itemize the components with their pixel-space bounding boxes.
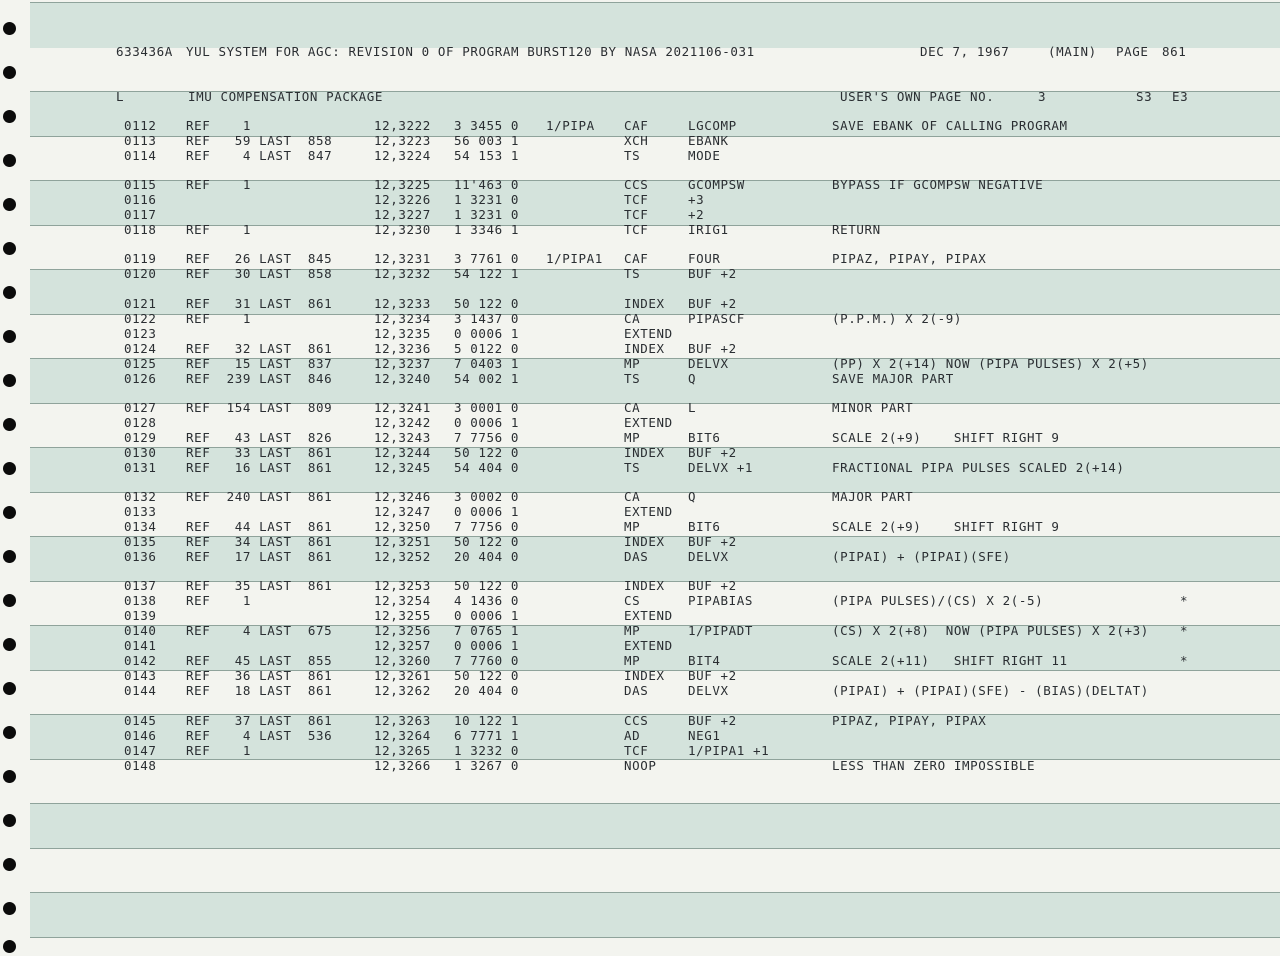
opcode: CS xyxy=(624,593,641,608)
ref-field: REF 240 LAST 861 xyxy=(186,489,333,504)
operand: BUF +2 xyxy=(688,296,737,311)
comment: FRACTIONAL PIPA PULSES SCALED 2(+14) xyxy=(832,460,1125,475)
line-number: 0119 xyxy=(124,251,157,266)
address: 12,3265 xyxy=(374,743,431,758)
ref-field: REF 15 LAST 837 xyxy=(186,356,333,371)
revision-mark: * xyxy=(1180,593,1189,608)
opcode: EXTEND xyxy=(624,608,673,623)
opcode: AD xyxy=(624,728,641,743)
operand: LGCOMP xyxy=(688,118,737,133)
address: 12,3245 xyxy=(374,460,431,475)
line-number: 0132 xyxy=(124,489,157,504)
ref-field: REF 45 LAST 855 xyxy=(186,653,333,668)
octal-word: 0 0006 1 xyxy=(454,608,520,623)
address: 12,3257 xyxy=(374,638,431,653)
operand: DELVX +1 xyxy=(688,460,754,475)
listing-row xyxy=(0,519,1280,534)
listing-row xyxy=(0,638,1280,653)
comment: SAVE MAJOR PART xyxy=(832,371,954,386)
listing-row xyxy=(0,266,1280,281)
paper-band xyxy=(30,803,1280,849)
paper-band xyxy=(30,892,1280,938)
operand: L xyxy=(688,400,697,415)
address: 12,3225 xyxy=(374,177,431,192)
listing-row xyxy=(0,578,1280,593)
octal-word: 10 122 1 xyxy=(454,713,520,728)
octal-word: 50 122 0 xyxy=(454,668,520,683)
octal-word: 50 122 0 xyxy=(454,534,520,549)
octal-word: 1 3231 0 xyxy=(454,207,520,222)
address: 12,3256 xyxy=(374,623,431,638)
section-marker: S3 xyxy=(1136,89,1153,104)
address: 12,3243 xyxy=(374,430,431,445)
listing-row xyxy=(0,504,1280,519)
ref-field: REF 154 LAST 809 xyxy=(186,400,333,415)
operand: GCOMPSW xyxy=(688,177,745,192)
address: 12,3266 xyxy=(374,758,431,773)
comment: (P.P.M.) X 2(-9) xyxy=(832,311,963,326)
opcode: TCF xyxy=(624,743,649,758)
line-number: 0126 xyxy=(124,371,157,386)
address: 12,3226 xyxy=(374,192,431,207)
line-number: 0118 xyxy=(124,222,157,237)
listing-row xyxy=(0,653,1280,668)
octal-word: 1 3267 0 xyxy=(454,758,520,773)
opcode: MP xyxy=(624,519,641,534)
opcode: INDEX xyxy=(624,296,665,311)
octal-word: 6 7771 1 xyxy=(454,728,520,743)
opcode: TS xyxy=(624,266,641,281)
comment: MINOR PART xyxy=(832,400,914,415)
line-number: 0131 xyxy=(124,460,157,475)
comment: (PIPA PULSES)/(CS) X 2(-5) xyxy=(832,593,1044,608)
ref-field: REF 4 LAST 675 xyxy=(186,623,333,638)
listing-row xyxy=(0,623,1280,638)
address: 12,3253 xyxy=(374,578,431,593)
operand: IRIG1 xyxy=(688,222,729,237)
octal-word: 1 3232 0 xyxy=(454,743,520,758)
comment: SCALE 2(+9) SHIFT RIGHT 9 xyxy=(832,430,1060,445)
operand: DELVX xyxy=(688,683,729,698)
ref-field: REF 37 LAST 861 xyxy=(186,713,333,728)
comment: PIPAZ, PIPAY, PIPAX xyxy=(832,713,987,728)
operand: BUF +2 xyxy=(688,341,737,356)
comment: BYPASS IF GCOMPSW NEGATIVE xyxy=(832,177,1044,192)
ref-field: REF 4 LAST 536 xyxy=(186,728,333,743)
statement-label: 1/PIPA xyxy=(546,118,595,133)
address: 12,3237 xyxy=(374,356,431,371)
listing-title: YUL SYSTEM FOR AGC: REVISION 0 OF PROGRAM BURST120 BY NASA 2021106-031 xyxy=(186,44,755,59)
operand: PIPABIAS xyxy=(688,593,754,608)
line-number: 0142 xyxy=(124,653,157,668)
opcode: INDEX xyxy=(624,341,665,356)
paper-band xyxy=(30,2,1280,48)
opcode: TCF xyxy=(624,222,649,237)
opcode: MP xyxy=(624,356,641,371)
line-number: 0112 xyxy=(124,118,157,133)
octal-word: 0 0006 1 xyxy=(454,504,520,519)
listing-row xyxy=(0,683,1280,698)
address: 12,3242 xyxy=(374,415,431,430)
address: 12,3234 xyxy=(374,311,431,326)
listing-row xyxy=(0,445,1280,460)
line-number: 0138 xyxy=(124,593,157,608)
revision-mark: * xyxy=(1180,623,1189,638)
line-number: 0139 xyxy=(124,608,157,623)
operand: Q xyxy=(688,371,697,386)
line-number: 0128 xyxy=(124,415,157,430)
line-number: 0146 xyxy=(124,728,157,743)
ref-field: REF 239 LAST 846 xyxy=(186,371,333,386)
line-number: 0116 xyxy=(124,192,157,207)
opcode: MP xyxy=(624,430,641,445)
address: 12,3231 xyxy=(374,251,431,266)
line-number: 0145 xyxy=(124,713,157,728)
octal-word: 20 404 0 xyxy=(454,683,520,698)
octal-word: 20 404 0 xyxy=(454,549,520,564)
address: 12,3224 xyxy=(374,148,431,163)
ref-field: REF 16 LAST 861 xyxy=(186,460,333,475)
opcode: EXTEND xyxy=(624,415,673,430)
octal-word: 7 0403 1 xyxy=(454,356,520,371)
listing-row xyxy=(0,460,1280,475)
tractor-feed-hole xyxy=(3,902,16,915)
ref-field: REF 32 LAST 861 xyxy=(186,341,333,356)
octal-word: 3 7761 0 xyxy=(454,251,520,266)
opcode: CA xyxy=(624,400,641,415)
opcode: TCF xyxy=(624,192,649,207)
ref-field: REF 26 LAST 845 xyxy=(186,251,333,266)
listing-row xyxy=(0,728,1280,743)
line-number: 0113 xyxy=(124,133,157,148)
listing-row xyxy=(0,713,1280,728)
tractor-feed-hole xyxy=(3,940,16,953)
ref-field: REF 4 LAST 847 xyxy=(186,148,333,163)
address: 12,3250 xyxy=(374,519,431,534)
opcode: CCS xyxy=(624,713,649,728)
opcode: CA xyxy=(624,489,641,504)
listing-row xyxy=(0,371,1280,386)
listing-row xyxy=(0,608,1280,623)
octal-word: 1 3231 0 xyxy=(454,192,520,207)
opcode: INDEX xyxy=(624,445,665,460)
line-number: 0115 xyxy=(124,177,157,192)
operand: BUF +2 xyxy=(688,534,737,549)
ref-field: REF 1 xyxy=(186,118,252,133)
listing-row xyxy=(0,192,1280,207)
section-marker: E3 xyxy=(1172,89,1189,104)
listing-row xyxy=(0,133,1280,148)
listing-row xyxy=(0,118,1280,133)
ref-field: REF 30 LAST 858 xyxy=(186,266,333,281)
octal-word: 7 0765 1 xyxy=(454,623,520,638)
listing-date: DEC 7, 1967 xyxy=(920,44,1010,59)
opcode: INDEX xyxy=(624,534,665,549)
opcode: NOOP xyxy=(624,758,657,773)
listing-row xyxy=(0,489,1280,504)
line-number: 0135 xyxy=(124,534,157,549)
ref-field: REF 59 LAST 858 xyxy=(186,133,333,148)
revision-mark: * xyxy=(1180,653,1189,668)
octal-word: 7 7756 0 xyxy=(454,430,520,445)
opcode: TS xyxy=(624,148,641,163)
address: 12,3235 xyxy=(374,326,431,341)
line-number: 0125 xyxy=(124,356,157,371)
opcode: CAF xyxy=(624,118,649,133)
octal-word: 0 0006 1 xyxy=(454,415,520,430)
opcode: DAS xyxy=(624,683,649,698)
listing-row xyxy=(0,148,1280,163)
ref-field: REF 36 LAST 861 xyxy=(186,668,333,683)
line-number: 0122 xyxy=(124,311,157,326)
comment: PIPAZ, PIPAY, PIPAX xyxy=(832,251,987,266)
ref-field: REF 1 xyxy=(186,222,252,237)
ref-field: REF 1 xyxy=(186,311,252,326)
comment: (PP) X 2(+14) NOW (PIPA PULSES) X 2(+5) xyxy=(832,356,1149,371)
operand: BUF +2 xyxy=(688,578,737,593)
comment: RETURN xyxy=(832,222,881,237)
address: 12,3222 xyxy=(374,118,431,133)
line-number: 0133 xyxy=(124,504,157,519)
operand: MODE xyxy=(688,148,721,163)
octal-word: 50 122 0 xyxy=(454,578,520,593)
address: 12,3262 xyxy=(374,683,431,698)
ref-field: REF 33 LAST 861 xyxy=(186,445,333,460)
tractor-feed-hole xyxy=(3,22,16,35)
operand: +2 xyxy=(688,207,705,222)
line-number: 0144 xyxy=(124,683,157,698)
address: 12,3223 xyxy=(374,133,431,148)
operand: EBANK xyxy=(688,133,729,148)
octal-word: 54 002 1 xyxy=(454,371,520,386)
operand: BUF +2 xyxy=(688,266,737,281)
listing-row xyxy=(0,341,1280,356)
opcode: TS xyxy=(624,460,641,475)
operand: BUF +2 xyxy=(688,445,737,460)
line-number: 0140 xyxy=(124,623,157,638)
line-number: 0137 xyxy=(124,578,157,593)
opcode: MP xyxy=(624,623,641,638)
opcode: EXTEND xyxy=(624,504,673,519)
comment: MAJOR PART xyxy=(832,489,914,504)
opcode: TCF xyxy=(624,207,649,222)
octal-word: 7 7756 0 xyxy=(454,519,520,534)
line-number: 0129 xyxy=(124,430,157,445)
listing-row xyxy=(0,534,1280,549)
tractor-feed-hole xyxy=(3,858,16,871)
ref-field: REF 44 LAST 861 xyxy=(186,519,333,534)
comment: LESS THAN ZERO IMPOSSIBLE xyxy=(832,758,1036,773)
address: 12,3232 xyxy=(374,266,431,281)
statement-label: 1/PIPA1 xyxy=(546,251,603,266)
opcode: DAS xyxy=(624,549,649,564)
ref-field: REF 31 LAST 861 xyxy=(186,296,333,311)
operand: 1/PIPADT xyxy=(688,623,754,638)
listing-row xyxy=(0,296,1280,311)
paper-rule xyxy=(30,848,1280,849)
ref-field: REF 1 xyxy=(186,177,252,192)
operand: PIPASCF xyxy=(688,311,745,326)
assembly-name: (MAIN) xyxy=(1048,44,1097,59)
octal-word: 3 3455 0 xyxy=(454,118,520,133)
ref-field: REF 1 xyxy=(186,593,252,608)
operand: +3 xyxy=(688,192,705,207)
listing-row xyxy=(0,251,1280,266)
address: 12,3227 xyxy=(374,207,431,222)
line-number: 0120 xyxy=(124,266,157,281)
line-number: 0123 xyxy=(124,326,157,341)
ref-field: REF 18 LAST 861 xyxy=(186,683,333,698)
listing-row xyxy=(0,758,1280,773)
address: 12,3255 xyxy=(374,608,431,623)
opcode: CCS xyxy=(624,177,649,192)
line-number: 0124 xyxy=(124,341,157,356)
section-code: L xyxy=(116,89,125,104)
listing-row xyxy=(0,311,1280,326)
listing-row xyxy=(0,326,1280,341)
ref-field: REF 1 xyxy=(186,743,252,758)
line-number: 0143 xyxy=(124,668,157,683)
address: 12,3254 xyxy=(374,593,431,608)
listing-row xyxy=(0,743,1280,758)
listing-row xyxy=(0,400,1280,415)
address: 12,3241 xyxy=(374,400,431,415)
line-number: 0117 xyxy=(124,207,157,222)
address: 12,3260 xyxy=(374,653,431,668)
address: 12,3247 xyxy=(374,504,431,519)
line-number: 0147 xyxy=(124,743,157,758)
octal-word: 3 1437 0 xyxy=(454,311,520,326)
octal-word: 1 3346 1 xyxy=(454,222,520,237)
octal-word: 56 003 1 xyxy=(454,133,520,148)
operand: BIT6 xyxy=(688,430,721,445)
line-number: 0148 xyxy=(124,758,157,773)
comment: (PIPAI) + (PIPAI)(SFE) xyxy=(832,549,1011,564)
octal-word: 3 0001 0 xyxy=(454,400,520,415)
ref-field: REF 34 LAST 861 xyxy=(186,534,333,549)
listing-row xyxy=(0,549,1280,564)
opcode: TS xyxy=(624,371,641,386)
address: 12,3233 xyxy=(374,296,431,311)
listing-row xyxy=(0,430,1280,445)
octal-word: 54 404 0 xyxy=(454,460,520,475)
line-number: 0114 xyxy=(124,148,157,163)
address: 12,3246 xyxy=(374,489,431,504)
line-number: 0121 xyxy=(124,296,157,311)
listing-row xyxy=(0,415,1280,430)
opcode: EXTEND xyxy=(624,326,673,341)
ref-field: REF 17 LAST 861 xyxy=(186,549,333,564)
octal-word: 54 122 1 xyxy=(454,266,520,281)
opcode: XCH xyxy=(624,133,649,148)
address: 12,3264 xyxy=(374,728,431,743)
octal-word: 7 7760 0 xyxy=(454,653,520,668)
users-page-number: 3 xyxy=(1038,89,1047,104)
address: 12,3261 xyxy=(374,668,431,683)
listing-row xyxy=(0,668,1280,683)
line-number: 0141 xyxy=(124,638,157,653)
address: 12,3230 xyxy=(374,222,431,237)
tractor-feed-hole xyxy=(3,66,16,79)
address: 12,3252 xyxy=(374,549,431,564)
line-number: 0134 xyxy=(124,519,157,534)
page-number: 861 xyxy=(1162,44,1187,59)
page-label: PAGE xyxy=(1116,44,1149,59)
octal-word: 5 0122 0 xyxy=(454,341,520,356)
line-number: 0136 xyxy=(124,549,157,564)
listing-row xyxy=(0,177,1280,192)
operand: BIT4 xyxy=(688,653,721,668)
octal-word: 3 0002 0 xyxy=(454,489,520,504)
ref-field: REF 35 LAST 861 xyxy=(186,578,333,593)
opcode: INDEX xyxy=(624,668,665,683)
line-number: 0130 xyxy=(124,445,157,460)
opcode: MP xyxy=(624,653,641,668)
operand: NEG1 xyxy=(688,728,721,743)
opcode: CAF xyxy=(624,251,649,266)
comment: SAVE EBANK OF CALLING PROGRAM xyxy=(832,118,1068,133)
ref-field: REF 43 LAST 826 xyxy=(186,430,333,445)
comment: (PIPAI) + (PIPAI)(SFE) - (BIAS)(DELTAT) xyxy=(832,683,1149,698)
address: 12,3244 xyxy=(374,445,431,460)
tractor-feed-hole xyxy=(3,814,16,827)
octal-word: 4 1436 0 xyxy=(454,593,520,608)
comment: (CS) X 2(+8) NOW (PIPA PULSES) X 2(+3) xyxy=(832,623,1149,638)
section-name: IMU COMPENSATION PACKAGE xyxy=(188,89,384,104)
address: 12,3240 xyxy=(374,371,431,386)
opcode: INDEX xyxy=(624,578,665,593)
octal-word: 54 153 1 xyxy=(454,148,520,163)
listing-row xyxy=(0,222,1280,237)
listing-row xyxy=(0,356,1280,371)
operand: DELVX xyxy=(688,356,729,371)
comment: SCALE 2(+9) SHIFT RIGHT 9 xyxy=(832,519,1060,534)
comment: SCALE 2(+11) SHIFT RIGHT 11 xyxy=(832,653,1068,668)
address: 12,3236 xyxy=(374,341,431,356)
line-number: 0127 xyxy=(124,400,157,415)
opcode: EXTEND xyxy=(624,638,673,653)
operand: Q xyxy=(688,489,697,504)
octal-word: 11'463 0 xyxy=(454,177,520,192)
paper-rule xyxy=(30,937,1280,938)
octal-word: 50 122 0 xyxy=(454,445,520,460)
listing-row xyxy=(0,593,1280,608)
address: 12,3263 xyxy=(374,713,431,728)
operand: BUF +2 xyxy=(688,668,737,683)
operand: 1/PIPA1 +1 xyxy=(688,743,770,758)
operand: BIT6 xyxy=(688,519,721,534)
listing-id: 633436A xyxy=(116,44,173,59)
operand: DELVX xyxy=(688,549,729,564)
operand: BUF +2 xyxy=(688,713,737,728)
octal-word: 0 0006 1 xyxy=(454,638,520,653)
opcode: CA xyxy=(624,311,641,326)
users-page-label: USER'S OWN PAGE NO. xyxy=(840,89,995,104)
octal-word: 50 122 0 xyxy=(454,296,520,311)
listing-row xyxy=(0,207,1280,222)
operand: FOUR xyxy=(688,251,721,266)
address: 12,3251 xyxy=(374,534,431,549)
octal-word: 0 0006 1 xyxy=(454,326,520,341)
